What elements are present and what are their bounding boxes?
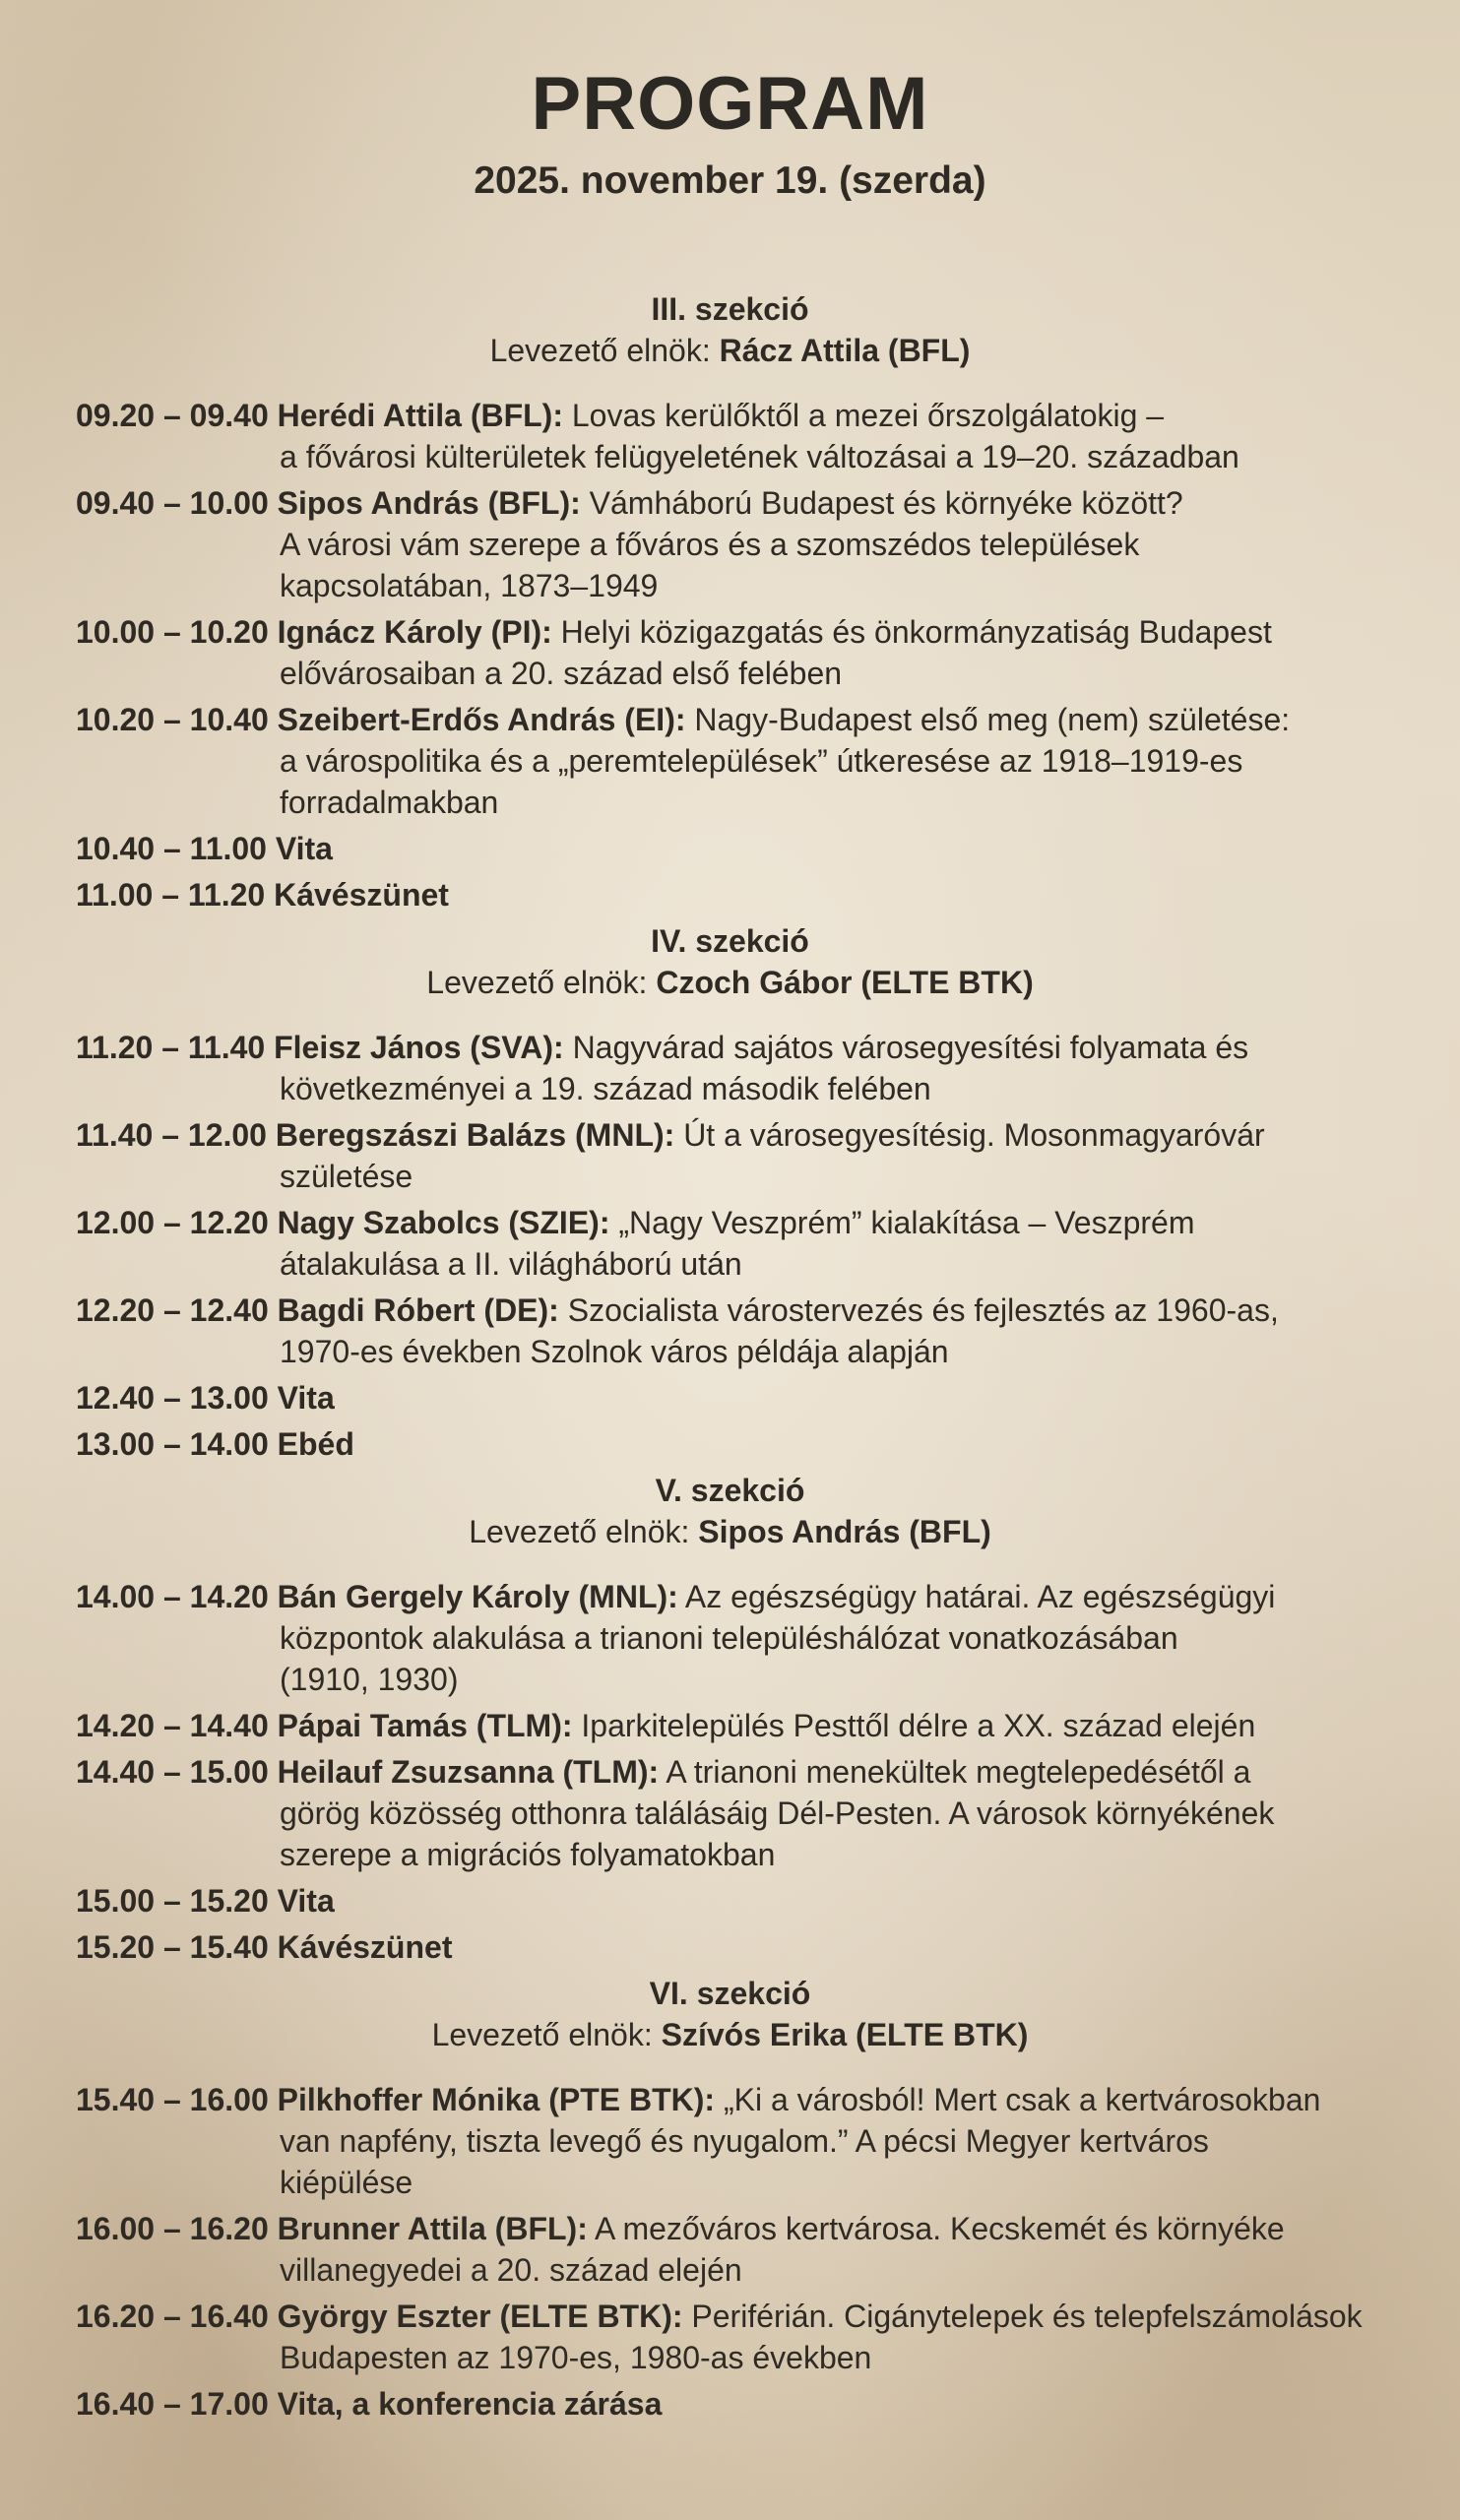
entry-speaker: Vita [277, 1380, 335, 1416]
program-entry [76, 2079, 1444, 2203]
session-title: V. szekció [655, 1473, 805, 1508]
entry-time: 15.00 – 15.20 [76, 1883, 269, 1919]
program-entry [76, 482, 1444, 606]
entry-speaker: Kávészünet [274, 877, 449, 913]
program-entry [76, 2296, 1444, 2378]
program-entry [76, 828, 1444, 869]
entry-time: 12.40 – 13.00 [76, 1380, 269, 1416]
session-chair [0, 2014, 1460, 2055]
entry-time: 10.40 – 11.00 [76, 831, 267, 866]
entry-title: Nagy-Budapest első meg (nem) születése: [694, 702, 1291, 737]
session-chair [0, 962, 1460, 1003]
entry-title-continuation: átalakulása a II. világháború után [280, 1246, 742, 1282]
program-entry [76, 1880, 1444, 1922]
entry-first-line [76, 1202, 1444, 1243]
entry-time: 16.20 – 16.40 [76, 2299, 269, 2334]
entry-first-line [76, 2208, 1444, 2249]
entry-time: 10.20 – 10.40 [76, 702, 269, 737]
entry-speaker: Herédi Attila (BFL): [277, 398, 563, 433]
entry-first-line [76, 1377, 1444, 1418]
entry-title-continuation: 1970-es években Szolnok város példája alapján [280, 1334, 949, 1369]
session-section [76, 1470, 1444, 1968]
entry-first-line [76, 1705, 1444, 1746]
entry-title: A trianoni menekültek megtelepedésétől a [666, 1754, 1251, 1790]
entry-title: Az egészségügy határai. Az egészségügyi [684, 1579, 1276, 1614]
entry-speaker: Pilkhoffer Mónika (PTE BTK): [277, 2082, 716, 2117]
entry-first-line [76, 2383, 1444, 2425]
entry-speaker: Vita, a konferencia zárása [277, 2386, 663, 2422]
entry-speaker: György Eszter (ELTE BTK): [277, 2299, 683, 2334]
entry-first-line [76, 699, 1444, 740]
program-entry [76, 1027, 1444, 1109]
entry-title-continuation: villanegyedei a 20. század elején [280, 2252, 742, 2288]
entry-title: Lovas kerülőktől a mezei őrszolgálatokig – [571, 398, 1165, 433]
session-section [76, 920, 1444, 1465]
entry-title-continuation: születése [280, 1159, 413, 1194]
event-date: 2025. november 19. (szerda) [474, 159, 986, 202]
entry-title: Vámháború Budapest és környéke között? [589, 485, 1183, 521]
entry-title-continuation: görög közösség otthonra találásáig Dél-Pesten. A városok környékének [280, 1796, 1275, 1831]
entry-first-line [76, 1751, 1444, 1793]
entry-title: Periférián. Cigánytelepek és telepfelszámolások [691, 2299, 1363, 2334]
entry-title: Helyi közigazgatás és önkormányzatiság Budapest [560, 614, 1272, 650]
program-list [76, 284, 1444, 2425]
program-entry [76, 1576, 1444, 1700]
program-entry [76, 1290, 1444, 1372]
entry-first-line [76, 2079, 1444, 2120]
entry-first-line [76, 1423, 1444, 1465]
entry-first-line [76, 1576, 1444, 1617]
entry-title-continuation: következményei a 19. század második felében [280, 1071, 931, 1106]
entry-first-line [76, 1290, 1444, 1331]
entry-speaker: Heilauf Zsuzsanna (TLM): [277, 1754, 660, 1790]
entry-time: 12.20 – 12.40 [76, 1292, 269, 1328]
entry-speaker: Kávészünet [277, 1929, 453, 1965]
program-entry [76, 1423, 1444, 1465]
entry-time: 16.00 – 16.20 [76, 2211, 269, 2246]
entry-title-continuation: a fővárosi külterületek felügyeletének változásai a 19–20. században [280, 439, 1239, 474]
entry-first-line [76, 2296, 1444, 2337]
entry-first-line [76, 1926, 1444, 1968]
chair-label: Levezető elnök: [469, 1514, 690, 1549]
session-title: IV. szekció [651, 923, 809, 959]
entry-time: 09.40 – 10.00 [76, 485, 269, 521]
entry-title: Iparkitelepülés Pesttől délre a XX. század elején [581, 1708, 1256, 1743]
program-entry [76, 1202, 1444, 1285]
entry-speaker: Vita [275, 831, 333, 866]
page-title: PROGRAM [531, 62, 929, 146]
entry-speaker: Beregszászi Balázs (MNL): [275, 1117, 675, 1153]
entry-time: 12.00 – 12.20 [76, 1205, 269, 1240]
entry-title-continuation: forradalmakban [280, 785, 499, 820]
entry-speaker: Nagy Szabolcs (SZIE): [277, 1205, 610, 1240]
entry-speaker: Sipos András (BFL): [277, 485, 581, 521]
entry-first-line [76, 874, 1444, 915]
program-entry [76, 2383, 1444, 2425]
program-entry [76, 874, 1444, 915]
entry-speaker: Bán Gergely Károly (MNL): [277, 1579, 678, 1614]
entry-first-line [76, 1880, 1444, 1922]
entry-title-continuation: Budapesten az 1970-es, 1980-as években [280, 2340, 872, 2375]
entry-title-continuation: kiépülése [280, 2165, 413, 2200]
session-chair [0, 1511, 1460, 1552]
entry-time: 16.40 – 17.00 [76, 2386, 269, 2422]
chair-name: Czoch Gábor (ELTE BTK) [656, 965, 1034, 1000]
entry-title-continuation: elővárosaiban a 20. század első felében [280, 656, 843, 691]
entry-time: 14.00 – 14.20 [76, 1579, 269, 1614]
entry-title-continuation: központok alakulása a trianoni településhálózat vonatkozásában [280, 1620, 1178, 1656]
entry-title: „Nagy Veszprém” kialakítása – Veszprém [618, 1205, 1195, 1240]
entry-title: Nagyvárad sajátos városegyesítési folyamata és [572, 1030, 1249, 1065]
program-entry [76, 611, 1444, 694]
session-section [76, 288, 1444, 915]
entry-time: 11.20 – 11.40 [76, 1030, 266, 1065]
chair-label: Levezető elnök: [426, 965, 648, 1000]
entry-time: 15.20 – 15.40 [76, 1929, 269, 1965]
entry-first-line [76, 828, 1444, 869]
chair-name: Sipos András (BFL) [698, 1514, 991, 1549]
entry-title: „Ki a városból! Mert csak a kertvárosokban [723, 2082, 1321, 2117]
entry-title: Szocialista várostervezés és fejlesztés az 1960-as, [567, 1292, 1279, 1328]
entry-time: 15.40 – 16.00 [76, 2082, 269, 2117]
session-section [76, 1973, 1444, 2425]
program-entry [76, 1705, 1444, 1746]
entry-first-line [76, 482, 1444, 524]
entry-first-line [76, 1027, 1444, 1068]
entry-speaker: Ignácz Károly (PI): [277, 614, 552, 650]
entry-first-line [76, 611, 1444, 653]
entry-title: A mezőváros kertvárosa. Kecskemét és környéke [594, 2211, 1285, 2246]
entry-title-continuation: kapcsolatában, 1873–1949 [280, 568, 659, 603]
program-entry [76, 1751, 1444, 1875]
entry-speaker: Fleisz János (SVA): [274, 1030, 564, 1065]
chair-label: Levezető elnök: [431, 2017, 653, 2052]
entry-time: 09.20 – 09.40 [76, 398, 269, 433]
entry-speaker: Szeibert-Erdős András (EI): [277, 702, 686, 737]
session-chair [0, 330, 1460, 371]
program-entry [76, 1377, 1444, 1418]
session-title: VI. szekció [649, 1976, 811, 2011]
program-entry [76, 2208, 1444, 2291]
entry-title-continuation: A városi vám szerepe a főváros és a szomszédos települések [280, 527, 1140, 562]
entry-speaker: Bagdi Róbert (DE): [277, 1292, 559, 1328]
entry-title: Út a városegyesítésig. Mosonmagyaróvár [683, 1117, 1265, 1153]
program-entry [76, 395, 1444, 477]
program-entry [76, 1114, 1444, 1197]
chair-label: Levezető elnök: [489, 333, 711, 368]
entry-time: 10.00 – 10.20 [76, 614, 269, 650]
program-entry [76, 1926, 1444, 1968]
entry-speaker: Pápai Tamás (TLM): [277, 1708, 573, 1743]
entry-speaker: Brunner Attila (BFL): [277, 2211, 588, 2246]
entry-time: 13.00 – 14.00 [76, 1426, 269, 1462]
entry-speaker: Vita [277, 1883, 335, 1919]
program-entry [76, 699, 1444, 823]
entry-time: 11.40 – 12.00 [76, 1117, 267, 1153]
entry-time: 14.40 – 15.00 [76, 1754, 269, 1790]
entry-title-continuation: a várospolitika és a „peremtelepülések” útkeresése az 1918–1919-es [280, 743, 1243, 779]
entry-speaker: Ebéd [277, 1426, 354, 1462]
chair-name: Szívós Erika (ELTE BTK) [661, 2017, 1029, 2052]
entry-title-continuation: (1910, 1930) [280, 1662, 459, 1697]
entry-first-line [76, 1114, 1444, 1156]
entry-time: 11.00 – 11.20 [76, 877, 266, 913]
entry-title-continuation: szerepe a migrációs folyamatokban [280, 1837, 776, 1872]
session-title: III. szekció [651, 291, 809, 327]
entry-first-line [76, 395, 1444, 436]
chair-name: Rácz Attila (BFL) [719, 333, 971, 368]
entry-time: 14.20 – 14.40 [76, 1708, 269, 1743]
entry-title-continuation: van napfény, tiszta levegő és nyugalom.” A pécsi Megyer kertváros [280, 2123, 1209, 2159]
